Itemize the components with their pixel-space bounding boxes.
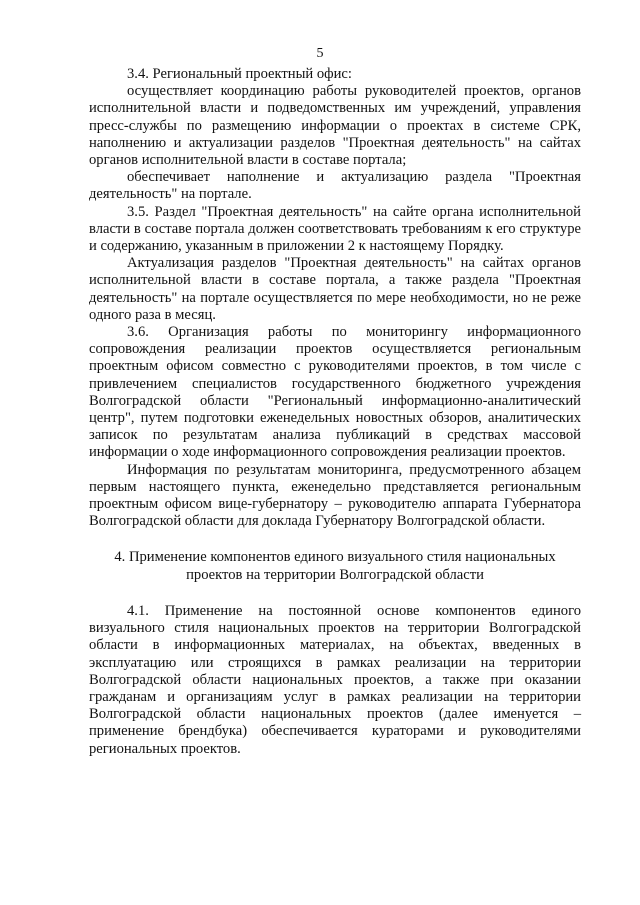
page-number: 5 [316,46,324,61]
paragraph-3-5-update: Актуализация разделов "Проектная деятельность" на сайтах органов исполнительной власти в составе портала, а также раздела "Проектная деятельность" на портале осуществляется по мере необходимости, но не реже одного раза в месяц. [89,255,581,323]
spacer [89,584,581,603]
paragraph-3-6-info: Информация по результатам мониторинга, предусмотренного абзацем первым настоящего пункта, еженедельно представляется региональным проектным офисом вице-губернатору – руководителю аппарата Губернатора Волгоградской области для доклада Губернатору Волгоградской области. [89,461,581,530]
paragraph-3-4-title: 3.4. Региональный проектный офис: [127,66,352,82]
section-heading-line-2: проектов на территории Волгоградской области [186,566,484,583]
paragraph-3-4-coordination: осуществляет координацию работы руководителей проектов, органов исполнительной власти и подведомственных им учреждений, управления пресс-службы по размещению информации о проектах в системе СРК, наполнению и актуализации разделов "Проектная деятельность" на сайтах органов исполнительной власти в составе портала; [89,83,581,169]
paragraph-3-4-portal: обеспечивает наполнение и актуализацию раздела "Проектная деятельность" на портале. [89,169,581,203]
paragraph-3-5: 3.5. Раздел "Проектная деятельность" на сайте органа исполнительной власти в составе портала должен соответствовать требованиям к его структуре и содержанию, указанным в приложении 2 к настоящему Порядку. [89,203,581,255]
document-body [89,66,581,758]
paragraph-3-6: 3.6. Организация работы по мониторингу информационного сопровождения реализации проектов осуществляется региональным проектным офисом совместно с руководителями проектов, в том числе с привлечением специалистов государственного бюджетного учреждения Волгоградской области "Региональный информационно-аналитический центр", путем подготовки еженедельных новостных обзоров, аналитических записок по результатам анализа публикаций в средствах массовой информации о ходе информационного сопровождения реализации проектов. [89,324,581,461]
section-heading-line-1: 4. Применение компонентов единого визуального стиля национальных [114,549,556,566]
spacer [89,530,581,549]
paragraph-4-1: 4.1. Применение на постоянной основе компонентов единого визуального стиля национальных проектов на территории Волгоградской области в информационных материалах, на объектах, введенных в эксплуатацию или строящихся в рамках реализации на территории Волгоградской области национальных проектов, а также при оказании гражданам и организациям услуг в рамках реализации на территории Волгоградской области национальных проектов (далее именуется – применение брендбука) обеспечивается кураторами и руководителями региональных проектов. [89,602,581,757]
